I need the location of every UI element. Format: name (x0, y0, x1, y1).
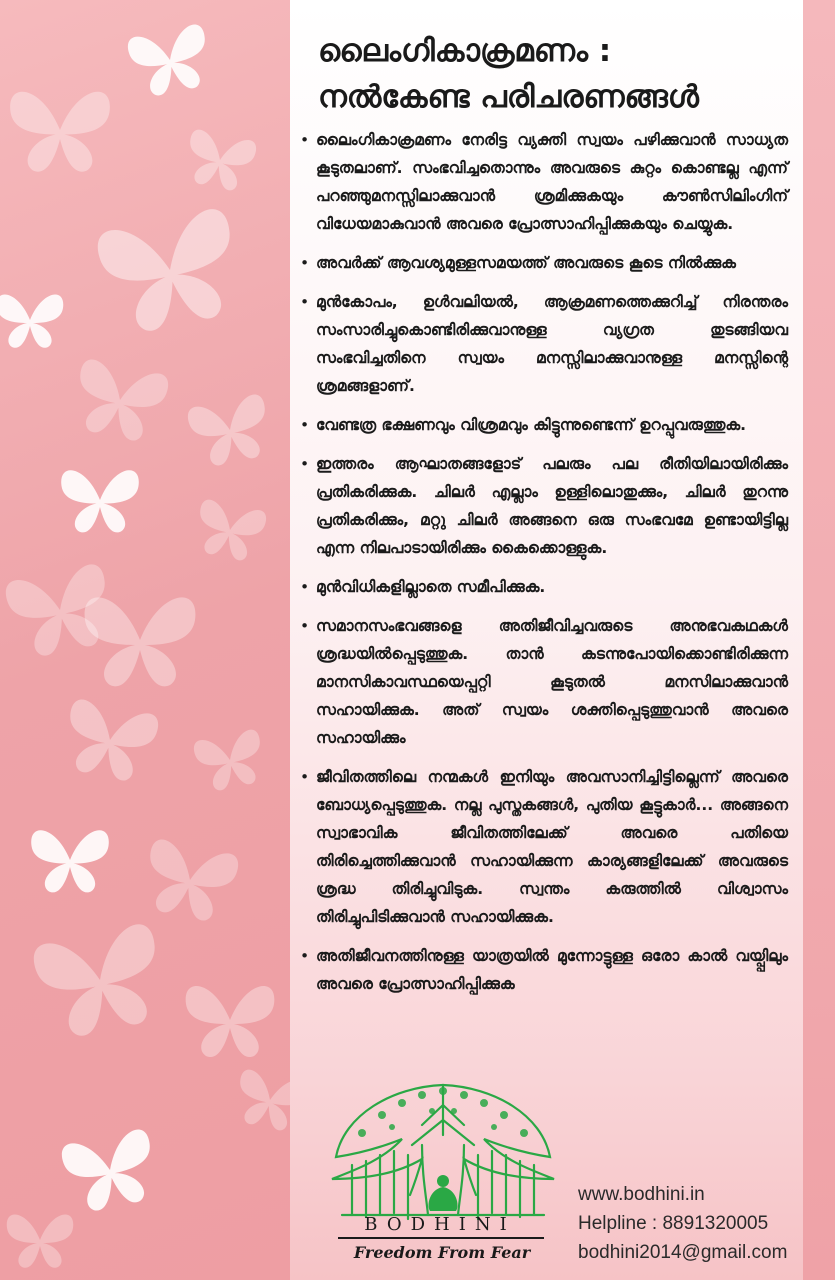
logo-tagline: Freedom From Fear (353, 1243, 531, 1262)
butterfly-shape (182, 128, 258, 194)
butterfly-shape (61, 470, 139, 532)
butterfly-shape (192, 498, 268, 564)
list-item (300, 411, 788, 439)
butterflies-decoration (0, 0, 290, 1280)
butterfly-shape (85, 597, 196, 686)
bullet-icon: • (300, 947, 310, 965)
list-item (300, 450, 788, 562)
point-text: സമാനസംഭവങ്ങളെ അതിജീവിച്ചവരുടെ അനുഭവകഥകൾ ശ്രദ്ധയിൽപ്പെടുത്തുക. താൻ കടന്നുപോയിക്കൊണ്ടിരിക്കുന്ന മാനസികാവസ്ഥയെപ്പറ്റി കൂടുതൽ മനസിലാക്കുവാൻ സഹായിക്കുക. അത് സ്വയം ശക്തിപ്പെടുത്തുവാൻ അവരെ സഹായിക്കും (316, 617, 788, 747)
point-text: ഇത്തരം ആഘാതങ്ങളോട് പലരും പല രീതിയിലായിരിക്കും പ്രതികരിക്കുക. ചിലർ എല്ലാം ഉള്ളിലൊതുക്കും, ചിലർ തുറന്നു പ്രതികരിക്കും, മറ്റു ചിലർ അങ്ങനെ ഒരു സംഭവമേ ഉണ്ടായിട്ടില്ല എന്ന നിലപാടായിരിക്കും കൈക്കൊള്ളുക. (316, 455, 788, 557)
point-text: ജീവിതത്തിലെ നന്മകൾ ഇനിയും അവസാനിച്ചിട്ടില്ലെന്ന് അവരെ ബോധ്യപ്പെടുത്തുക. നല്ല പുസ്തകങ്ങൾ, പുതിയ കൂട്ടുകാർ... അങ്ങനെ സ്വാഭാവിക ജീവിതത്തിലേക്ക് അവരെ പതിയെ തിരിച്ചെത്തിക്കുവാൻ സഹായിക്കുന്ന കാര്യങ്ങളിലേക്ക് അവരുടെ ശ്രദ്ധ തിരിച്ചുവിടുക. സ്വന്തം കരുത്തിൽ വിശ്വാസം തിരിച്ചുപിടിക്കുവാൻ സഹായിക്കുക. (316, 768, 788, 926)
butterfly-shape (60, 1127, 162, 1215)
list-item (300, 249, 788, 277)
bullet-icon: • (300, 455, 310, 473)
point-text: ലൈംഗികാക്രമണം നേരിട്ട വ്യക്തി സ്വയം പഴിക്കുവാൻ സാധ്യത കൂടുതലാണ്. സംഭവിച്ചതൊന്നും അവരുടെ കുറ്റം കൊണ്ടല്ല എന്ന് പറഞ്ഞുമനസ്സിലാക്കുവാൻ ശ്രമിക്കുകയും കൗൺസിലിംഗിന് വിധേയമാകുവാൻ അവരെ പ്രോത്സാഹിപ്പിക്കുകയും ചെയ്യുക. (316, 131, 788, 233)
helpline-number[interactable]: Helpline : 8891320005 (578, 1213, 769, 1234)
bullet-icon: • (300, 131, 310, 149)
butterfly-shape (126, 23, 215, 100)
butterfly-shape (186, 393, 275, 470)
care-points-list (300, 126, 788, 1009)
list-item (300, 612, 788, 752)
butterfly-shape (31, 830, 109, 892)
right-margin (803, 0, 835, 1280)
list-item (300, 126, 788, 238)
email-link[interactable]: bodhini2014@gmail.com (578, 1242, 788, 1263)
bullet-icon: • (300, 293, 310, 311)
butterfly-background (0, 0, 290, 1280)
list-item (300, 942, 788, 998)
butterfly-shape (192, 728, 268, 794)
bullet-icon: • (300, 416, 310, 434)
point-text: മുൻവിധികളില്ലാതെ സമീപിക്കുക. (316, 578, 546, 596)
bullet-icon: • (300, 768, 310, 786)
list-item (300, 288, 788, 400)
butterfly-shape (69, 357, 171, 445)
contact-info (578, 1180, 808, 1267)
website-link[interactable]: www.bodhini.in (578, 1184, 705, 1205)
butterfly-shape (94, 206, 246, 338)
title-line-2: നൽകേണ്ട പരിചരണങ്ങൾ (318, 79, 699, 115)
point-text: അവർക്ക് ആവശ്യമുള്ളസമയത്ത് അവരുടെ കൂടെ നിൽക്കുക (316, 254, 736, 272)
list-item (300, 763, 788, 931)
point-text: അതിജീവനത്തിനുള്ള യാത്രയിൽ മുന്നോട്ടുള്ള ഒരോ കാൽ വയ്പ്പിലും അവരെ പ്രോത്സാഹിപ്പിക്കുക (316, 947, 788, 993)
butterfly-shape (10, 92, 110, 172)
list-item (300, 573, 788, 601)
bodhini-tree-logo (322, 1075, 564, 1271)
butterfly-shape (139, 837, 241, 925)
page-title (318, 28, 788, 120)
butterfly-shape (7, 1214, 74, 1267)
butterfly-shape (232, 1068, 290, 1134)
butterfly-shape (31, 922, 171, 1043)
butterfly-shape (186, 986, 275, 1057)
point-text: വേണ്ടത്ര ഭക്ഷണവും വിശ്രമവും കിട്ടുന്നുണ്ടെന്ന് ഉറപ്പുവരുത്തുക. (316, 416, 747, 434)
point-text: മുൻകോപം, ഉൾവലിയൽ, ആക്രമണത്തെക്കുറിച്ച് നിരന്തരം സംസാരിച്ചുകൊണ്ടിരിക്കുവാനുള്ള വ്യഗ്രത തുടങ്ങിയവ സംഭവിച്ചതിനെ സ്വയം മനസ്സിലാക്കുവാനുള്ള മനസ്സിന്റെ ശ്രമങ്ങളാണ്. (316, 293, 788, 395)
title-line-1: ലൈംഗികാക്രമണം : (318, 33, 612, 69)
butterfly-shape (0, 294, 63, 347)
bullet-icon: • (300, 254, 310, 272)
bullet-icon: • (300, 617, 310, 635)
logo-brand-name: BODHINI (364, 1214, 516, 1235)
butterfly-shape (59, 697, 161, 785)
logo-divider (338, 1237, 544, 1239)
bullet-icon: • (300, 578, 310, 596)
